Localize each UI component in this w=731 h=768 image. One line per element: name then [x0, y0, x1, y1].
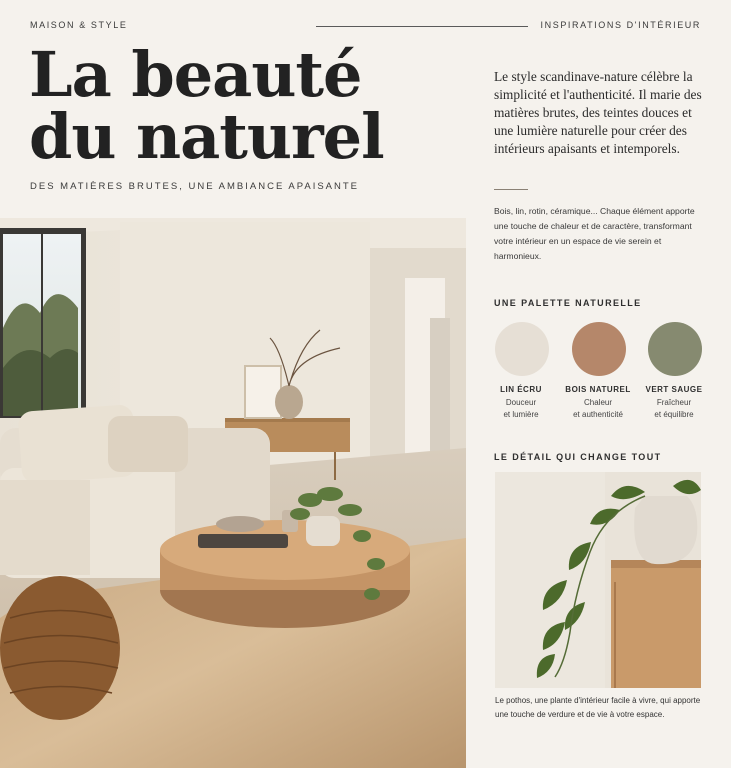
title-line-1: La beauté: [29, 38, 362, 111]
header-divider: [316, 26, 528, 27]
swatch-desc-line: et lumière: [503, 410, 539, 419]
swatch-description: [558, 397, 638, 421]
swatch-name: LIN ÉCRU: [500, 385, 542, 394]
living-room-photo: [0, 218, 466, 768]
swatch-name: BOIS NATUREL: [565, 385, 631, 394]
detail-title: LE DÉTAIL QUI CHANGE TOUT: [494, 452, 662, 462]
brand-name: MAISON & STYLE: [30, 20, 128, 30]
section-tag: INSPIRATIONS D'INTÉRIEUR: [540, 20, 701, 30]
photo-caption: Le pothos, une plante d'intérieur facile à vivre, qui apporte une touche de verdure et de vie à votre espace.: [495, 696, 701, 719]
swatch-desc-line: Fraîcheur: [656, 398, 692, 407]
swatch-desc-line: et authenticité: [573, 410, 623, 419]
intro-lead: Le style scandinave-nature célèbre la simplicité et l'authenticité. Il marie des matières brutes, des teintes douces et une lumière naturelle pour créer des intérieurs apaisants et intemporels.: [494, 69, 702, 156]
swatch-desc-line: Douceur: [505, 398, 537, 407]
pothos-photo: [495, 472, 701, 688]
swatch-description: [481, 397, 561, 421]
swatch-vert-sauge: [648, 322, 702, 376]
title-line-2: du naturel: [29, 100, 384, 173]
swatch-name: VERT SAUGE: [645, 385, 703, 394]
swatch-lin-ecru: [495, 322, 549, 376]
palette-title: UNE PALETTE NATURELLE: [494, 298, 642, 308]
swatch-desc-line: et équilibre: [654, 410, 694, 419]
page-title: [29, 38, 459, 173]
page-subtitle: DES MATIÈRES BRUTES, UNE AMBIANCE APAISANTE: [30, 181, 360, 192]
swatch-bois-naturel: [572, 322, 626, 376]
swatch-description: [634, 397, 714, 421]
swatch-desc-line: Chaleur: [583, 398, 612, 407]
intro-body: Bois, lin, rotin, céramique... Chaque élément apporte une touche de chaleur et de caractère, transformant votre intérieur en un espace de vie serein et harmonieux.: [494, 206, 695, 261]
intro-divider: [494, 189, 528, 190]
